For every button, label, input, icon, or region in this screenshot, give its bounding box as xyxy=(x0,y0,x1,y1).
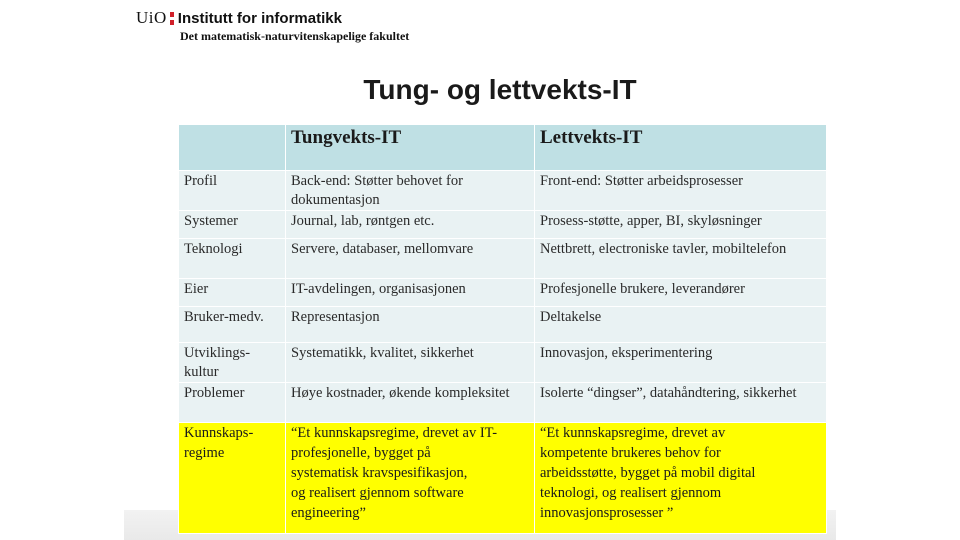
lett-cell: Deltakelse xyxy=(535,307,827,343)
table-header-row xyxy=(179,125,827,171)
uio-logo-mark-icon xyxy=(170,12,174,25)
row-label: Profil xyxy=(179,171,286,211)
lett-cell: Profesjonelle brukere, leverandører xyxy=(535,279,827,307)
row-label: Eier xyxy=(179,279,286,307)
slide-title: Tung- og lettvekts-IT xyxy=(363,74,637,105)
row-label: Systemer xyxy=(179,211,286,239)
label-line: Kunnskaps- xyxy=(184,425,254,441)
lett-line: teknologi, og realisert gjennom xyxy=(540,485,722,501)
table-row xyxy=(179,307,827,343)
row-label: Bruker-medv. xyxy=(179,307,286,343)
highlight-row xyxy=(179,423,827,534)
header-tungvekts: Tungvekts-IT xyxy=(286,125,535,171)
lett-line: kompetente brukeres behov for xyxy=(540,445,721,461)
lett-cell: Prosess-støtte, apper, BI, skyløsninger xyxy=(535,211,827,239)
tung-cell: IT-avdelingen, organisasjonen xyxy=(286,279,535,307)
table-row xyxy=(179,171,827,211)
tung-cell: Representasjon xyxy=(286,307,535,343)
row-label-highlight xyxy=(179,423,286,534)
table-row xyxy=(179,343,827,383)
lett-cell-highlight xyxy=(535,423,827,534)
tung-cell: Systematikk, kvalitet, sikkerhet xyxy=(286,343,535,383)
comparison-table xyxy=(178,124,827,534)
faculty-name: Det matematisk-naturvitenskapelige fakultet xyxy=(180,29,410,43)
tung-line: systematisk kravspesifikasjon, xyxy=(291,465,468,481)
lett-cell: Innovasjon, eksperimentering xyxy=(535,343,827,383)
lett-cell: Front-end: Støtter arbeidsprosesser xyxy=(535,171,827,211)
lett-line: arbeidsstøtte, bygget på mobil digital xyxy=(540,465,756,481)
lett-line: innovasjonsprosesser ” xyxy=(540,505,674,521)
tung-line: profesjonelle, bygget på xyxy=(291,445,431,461)
tung-cell: Servere, databaser, mellomvare xyxy=(286,239,535,279)
table-row xyxy=(179,239,827,279)
lett-cell: Nettbrett, electroniske tavler, mobiltelefon xyxy=(535,239,827,279)
header-lettvekts: Lettvekts-IT xyxy=(535,125,827,171)
header-empty-cell xyxy=(179,125,286,171)
row-label: Teknologi xyxy=(179,239,286,279)
header-line xyxy=(136,8,409,28)
institute-name: Institutt for informatikk xyxy=(177,9,342,27)
tung-cell: Høye kostnader, økende kompleksitet xyxy=(286,383,535,423)
tung-cell: Journal, lab, røntgen etc. xyxy=(286,211,535,239)
tung-line: engineering” xyxy=(291,505,366,521)
lett-cell: Isolerte “dingser”, datahåndtering, sikkerhet xyxy=(535,383,827,423)
tung-line: “Et kunnskapsregime, drevet av IT- xyxy=(291,425,498,441)
table-row xyxy=(179,383,827,423)
row-label: Utviklings-kultur xyxy=(179,343,286,383)
lett-line: “Et kunnskapsregime, drevet av xyxy=(540,425,726,441)
tung-line: og realisert gjennom software xyxy=(291,485,464,501)
tung-cell: Back-end: Støtter behovet for dokumentasjon xyxy=(286,171,535,211)
table-row xyxy=(179,211,827,239)
uio-logo: UiO xyxy=(136,8,167,27)
tung-cell-highlight xyxy=(286,423,535,534)
row-label: Problemer xyxy=(179,383,286,423)
institution-header xyxy=(136,8,409,44)
table-row xyxy=(179,279,827,307)
label-line: regime xyxy=(184,445,225,461)
